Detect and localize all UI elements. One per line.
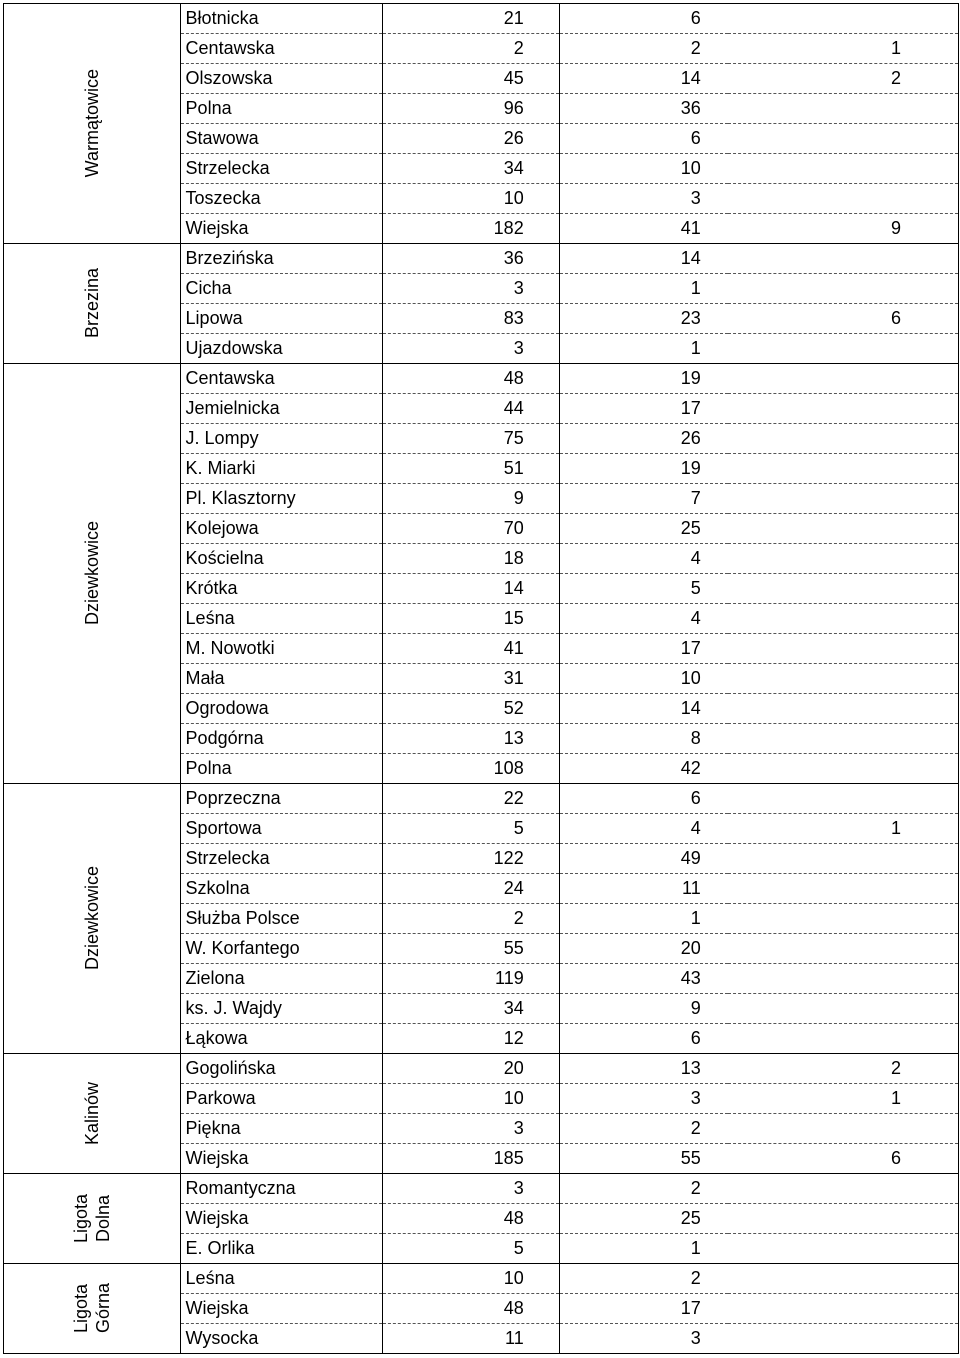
value-col-2: 6 <box>559 4 728 34</box>
value-col-2: 1 <box>559 334 728 364</box>
value-col-2: 4 <box>559 604 728 634</box>
value-col-1: 41 <box>383 634 560 664</box>
value-col-3 <box>728 1324 959 1354</box>
street-name: Krótka <box>180 574 383 604</box>
village-name: Dziewkowice <box>81 866 102 971</box>
value-col-1: 3 <box>383 1174 560 1204</box>
village-name-cell <box>4 1264 181 1354</box>
street-name: Strzelecka <box>180 154 383 184</box>
value-col-1: 3 <box>383 274 560 304</box>
value-col-2: 10 <box>559 664 728 694</box>
table-row <box>4 244 959 274</box>
value-col-2: 19 <box>559 364 728 394</box>
value-col-3 <box>728 994 959 1024</box>
value-col-2: 3 <box>559 184 728 214</box>
value-col-3 <box>728 724 959 754</box>
value-col-3: 1 <box>728 814 959 844</box>
value-col-2: 3 <box>559 1084 728 1114</box>
value-col-2: 43 <box>559 964 728 994</box>
value-col-1: 26 <box>383 124 560 154</box>
street-name: Błotnicka <box>180 4 383 34</box>
value-col-2: 6 <box>559 784 728 814</box>
street-name: Wysocka <box>180 1324 383 1354</box>
table-row <box>4 1054 959 1084</box>
value-col-3 <box>728 394 959 424</box>
value-col-1: 10 <box>383 1084 560 1114</box>
value-col-2: 49 <box>559 844 728 874</box>
village-name: Brzezina <box>81 268 102 339</box>
value-col-1: 10 <box>383 1264 560 1294</box>
street-name: Centawska <box>180 364 383 394</box>
street-name: Polna <box>180 94 383 124</box>
value-col-1: 122 <box>383 844 560 874</box>
value-col-3 <box>728 4 959 34</box>
value-col-3 <box>728 154 959 184</box>
village-name: Ligota Dolna <box>70 1193 113 1244</box>
value-col-1: 20 <box>383 1054 560 1084</box>
value-col-3: 1 <box>728 34 959 64</box>
value-col-1: 83 <box>383 304 560 334</box>
value-col-3 <box>728 544 959 574</box>
table-row <box>4 1174 959 1204</box>
street-name: W. Korfantego <box>180 934 383 964</box>
value-col-3 <box>728 1234 959 1264</box>
village-name-cell <box>4 1174 181 1264</box>
value-col-2: 23 <box>559 304 728 334</box>
value-col-2: 14 <box>559 244 728 274</box>
village-name: Dziewkowice <box>81 521 102 626</box>
value-col-3 <box>728 484 959 514</box>
value-col-1: 15 <box>383 604 560 634</box>
value-col-1: 21 <box>383 4 560 34</box>
street-name: Sportowa <box>180 814 383 844</box>
value-col-1: 51 <box>383 454 560 484</box>
street-name: Poprzeczna <box>180 784 383 814</box>
value-col-3 <box>728 904 959 934</box>
table-row <box>4 784 959 814</box>
value-col-1: 36 <box>383 244 560 274</box>
value-col-1: 48 <box>383 1204 560 1234</box>
value-col-2: 10 <box>559 154 728 184</box>
value-col-2: 1 <box>559 904 728 934</box>
value-col-3 <box>728 574 959 604</box>
value-col-1: 24 <box>383 874 560 904</box>
value-col-1: 34 <box>383 154 560 184</box>
table-row <box>4 4 959 34</box>
village-name: Ligota Górna <box>70 1283 113 1334</box>
value-col-2: 6 <box>559 124 728 154</box>
value-col-1: 44 <box>383 394 560 424</box>
street-name: Lipowa <box>180 304 383 334</box>
table-row <box>4 364 959 394</box>
street-name: Centawska <box>180 34 383 64</box>
value-col-3 <box>728 1204 959 1234</box>
street-name: Toszecka <box>180 184 383 214</box>
value-col-2: 4 <box>559 544 728 574</box>
value-col-1: 5 <box>383 1234 560 1264</box>
value-col-3 <box>728 124 959 154</box>
value-col-2: 17 <box>559 394 728 424</box>
value-col-3: 1 <box>728 1084 959 1114</box>
value-col-3 <box>728 364 959 394</box>
value-col-3 <box>728 604 959 634</box>
street-name: Podgórna <box>180 724 383 754</box>
value-col-3 <box>728 94 959 124</box>
street-name: Brzezińska <box>180 244 383 274</box>
value-col-2: 2 <box>559 34 728 64</box>
value-col-2: 7 <box>559 484 728 514</box>
value-col-1: 13 <box>383 724 560 754</box>
street-name: Zielona <box>180 964 383 994</box>
value-col-2: 20 <box>559 934 728 964</box>
value-col-3: 2 <box>728 64 959 94</box>
value-col-1: 5 <box>383 814 560 844</box>
value-col-3 <box>728 664 959 694</box>
street-name: Wiejska <box>180 1144 383 1174</box>
value-col-1: 22 <box>383 784 560 814</box>
value-col-1: 14 <box>383 574 560 604</box>
value-col-2: 5 <box>559 574 728 604</box>
value-col-2: 4 <box>559 814 728 844</box>
value-col-2: 17 <box>559 1294 728 1324</box>
value-col-3 <box>728 1174 959 1204</box>
value-col-3 <box>728 754 959 784</box>
value-col-3: 6 <box>728 304 959 334</box>
street-name: Służba Polsce <box>180 904 383 934</box>
value-col-3 <box>728 184 959 214</box>
value-col-2: 9 <box>559 994 728 1024</box>
village-name-cell <box>4 1054 181 1174</box>
value-col-2: 36 <box>559 94 728 124</box>
value-col-1: 12 <box>383 1024 560 1054</box>
value-col-1: 18 <box>383 544 560 574</box>
value-col-3: 9 <box>728 214 959 244</box>
value-col-1: 55 <box>383 934 560 964</box>
street-name: Piękna <box>180 1114 383 1144</box>
value-col-3 <box>728 244 959 274</box>
street-name: K. Miarki <box>180 454 383 484</box>
street-name: Kościelna <box>180 544 383 574</box>
value-col-1: 119 <box>383 964 560 994</box>
street-name: Ujazdowska <box>180 334 383 364</box>
value-col-2: 6 <box>559 1024 728 1054</box>
value-col-1: 10 <box>383 184 560 214</box>
street-name: Pl. Klasztorny <box>180 484 383 514</box>
street-name: Kolejowa <box>180 514 383 544</box>
value-col-3 <box>728 964 959 994</box>
value-col-1: 96 <box>383 94 560 124</box>
value-col-3 <box>728 934 959 964</box>
street-name: Parkowa <box>180 1084 383 1114</box>
street-name: Szkolna <box>180 874 383 904</box>
street-name: M. Nowotki <box>180 634 383 664</box>
street-name: Leśna <box>180 604 383 634</box>
value-col-3 <box>728 844 959 874</box>
value-col-2: 14 <box>559 64 728 94</box>
village-name-cell <box>4 244 181 364</box>
value-col-1: 9 <box>383 484 560 514</box>
value-col-1: 108 <box>383 754 560 784</box>
value-col-3 <box>728 334 959 364</box>
village-name-cell <box>4 4 181 244</box>
value-col-3 <box>728 1114 959 1144</box>
street-name: Stawowa <box>180 124 383 154</box>
table-row <box>4 1264 959 1294</box>
value-col-2: 25 <box>559 1204 728 1234</box>
street-name: E. Orlika <box>180 1234 383 1264</box>
street-name: Wiejska <box>180 1294 383 1324</box>
street-name: ks. J. Wajdy <box>180 994 383 1024</box>
value-col-2: 14 <box>559 694 728 724</box>
value-col-2: 55 <box>559 1144 728 1174</box>
streets-table-body <box>4 4 959 1354</box>
value-col-1: 2 <box>383 34 560 64</box>
value-col-2: 25 <box>559 514 728 544</box>
value-col-2: 2 <box>559 1264 728 1294</box>
street-name: Gogolińska <box>180 1054 383 1084</box>
value-col-3 <box>728 1024 959 1054</box>
value-col-1: 48 <box>383 1294 560 1324</box>
value-col-3 <box>728 514 959 544</box>
value-col-1: 185 <box>383 1144 560 1174</box>
value-col-3 <box>728 1294 959 1324</box>
street-name: Romantyczna <box>180 1174 383 1204</box>
street-name: J. Lompy <box>180 424 383 454</box>
value-col-2: 13 <box>559 1054 728 1084</box>
value-col-1: 31 <box>383 664 560 694</box>
value-col-2: 11 <box>559 874 728 904</box>
village-name: Kalinów <box>81 1081 102 1146</box>
value-col-2: 2 <box>559 1174 728 1204</box>
value-col-3 <box>728 694 959 724</box>
value-col-3 <box>728 454 959 484</box>
value-col-1: 3 <box>383 334 560 364</box>
street-name: Polna <box>180 754 383 784</box>
value-col-2: 8 <box>559 724 728 754</box>
value-col-3 <box>728 1264 959 1294</box>
value-col-1: 34 <box>383 994 560 1024</box>
value-col-1: 75 <box>383 424 560 454</box>
value-col-3 <box>728 784 959 814</box>
village-name-cell <box>4 364 181 784</box>
street-name: Łąkowa <box>180 1024 383 1054</box>
value-col-2: 3 <box>559 1324 728 1354</box>
value-col-2: 17 <box>559 634 728 664</box>
value-col-3 <box>728 424 959 454</box>
value-col-2: 41 <box>559 214 728 244</box>
street-name: Wiejska <box>180 1204 383 1234</box>
value-col-1: 2 <box>383 904 560 934</box>
streets-table <box>3 3 959 1354</box>
value-col-1: 52 <box>383 694 560 724</box>
value-col-1: 3 <box>383 1114 560 1144</box>
street-name: Wiejska <box>180 214 383 244</box>
street-name: Olszowska <box>180 64 383 94</box>
value-col-1: 45 <box>383 64 560 94</box>
street-name: Strzelecka <box>180 844 383 874</box>
value-col-1: 48 <box>383 364 560 394</box>
village-name: Warmątowice <box>81 69 102 178</box>
street-name: Jemielnicka <box>180 394 383 424</box>
village-name-cell <box>4 784 181 1054</box>
value-col-2: 1 <box>559 274 728 304</box>
value-col-1: 11 <box>383 1324 560 1354</box>
value-col-3: 6 <box>728 1144 959 1174</box>
value-col-3 <box>728 874 959 904</box>
street-name: Ogrodowa <box>180 694 383 724</box>
value-col-3 <box>728 634 959 664</box>
value-col-2: 19 <box>559 454 728 484</box>
value-col-1: 70 <box>383 514 560 544</box>
street-name: Mała <box>180 664 383 694</box>
value-col-2: 1 <box>559 1234 728 1264</box>
value-col-1: 182 <box>383 214 560 244</box>
street-name: Leśna <box>180 1264 383 1294</box>
value-col-2: 42 <box>559 754 728 784</box>
value-col-3 <box>728 274 959 304</box>
value-col-2: 2 <box>559 1114 728 1144</box>
street-name: Cicha <box>180 274 383 304</box>
value-col-2: 26 <box>559 424 728 454</box>
value-col-3: 2 <box>728 1054 959 1084</box>
